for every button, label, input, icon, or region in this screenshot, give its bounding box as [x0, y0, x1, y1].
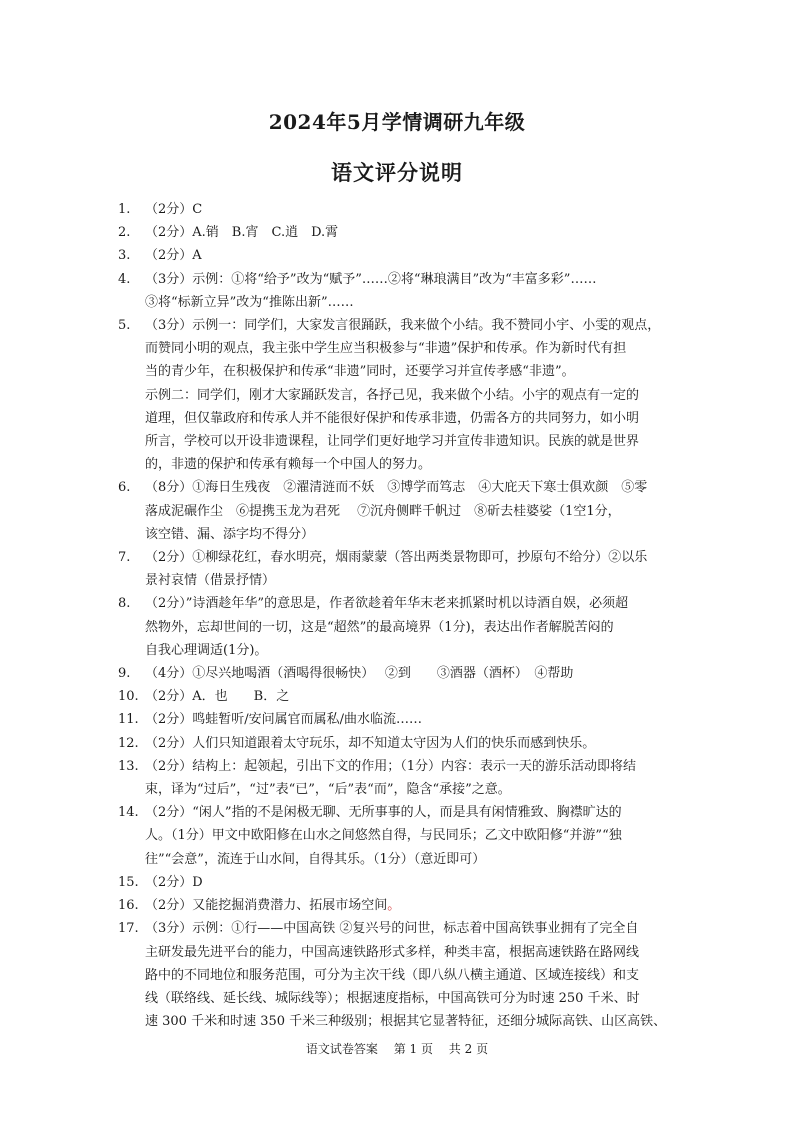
answer-line	[145, 314, 678, 337]
answer-text: （2分）人们只知道跟着太守玩乐，却不知道太守因为人们的快乐而感到快乐。	[145, 735, 596, 751]
answer-text: 景衬哀情（借景抒情）	[145, 573, 276, 589]
answer-text: 自我心理调适(1分)。	[145, 642, 268, 658]
answer-line	[145, 268, 678, 291]
answer-line	[145, 639, 678, 662]
answer-line	[145, 778, 678, 801]
answer-item	[118, 476, 678, 546]
answer-line	[145, 616, 678, 639]
answer-item	[118, 732, 678, 755]
answer-item	[118, 546, 678, 592]
answer-text: 束，译为“过后”，“过”表“已”，“后”表“而”，隐含“承接”之意。	[145, 782, 511, 798]
answer-line	[145, 500, 678, 523]
answer-number: 13.	[118, 758, 139, 774]
answer-line	[145, 941, 678, 964]
answer-line	[145, 453, 678, 476]
answer-item	[118, 662, 678, 685]
answer-text: （3分）示例一：同学们，大家发言很踊跃，我来做个小结。我不赞同小宇、小雯的观点，	[145, 318, 661, 334]
answer-text: （3分）示例：①行——中国高铁 ②复兴号的问世，标志着中国高铁事业拥有了完全自	[145, 921, 639, 937]
answer-line	[145, 291, 678, 314]
answer-text: （4分）①尽兴地喝酒（酒喝得很畅快） ②到 ③酒器（酒杯） ④帮助	[145, 666, 574, 682]
answer-item	[118, 314, 678, 476]
answer-text: 落成泥碾作尘 ⑥提携玉龙为君死 ⑦沉舟侧畔千帆过 ⑧斫去桂婆娑（1空1分，	[145, 503, 621, 519]
answer-number: 11.	[118, 712, 139, 728]
answer-text: （3分）示例：①将“给予”改为“赋予”……②将“琳琅满目”改为“丰富多彩”……	[145, 271, 597, 287]
answer-item	[118, 268, 678, 314]
answer-text: ③将“标新立异”改为“推陈出新”……	[145, 294, 354, 310]
answer-item	[118, 894, 678, 917]
answer-line	[145, 198, 678, 221]
page-footer: 语文试卷答案 第 1 页 共 2 页	[305, 1042, 489, 1056]
answer-number: 3.	[118, 248, 131, 264]
document-subtitle: 语文评分说明	[331, 160, 463, 185]
answer-item	[118, 198, 678, 221]
answer-text: （2分）A．也 B．之	[145, 689, 290, 705]
answer-line	[145, 476, 678, 499]
answer-number: 12.	[118, 735, 139, 751]
answer-text: （2分）结构上：起领起，引出下文的作用；（1分）内容：表示一天的游乐活动即将结	[145, 758, 637, 774]
answer-line	[145, 244, 678, 267]
answer-line	[145, 824, 678, 847]
answer-line	[145, 546, 678, 569]
answer-text: 道理，但仅靠政府和传承人并不能很好保护和传承非遗，仍需各方的共同努力，如小明	[145, 410, 640, 426]
answer-text: （2分）鸣蛙暂听/安问属官而属私/曲水临流……	[145, 712, 423, 728]
answer-line	[145, 337, 678, 360]
document-title: 2024年5月学情调研九年级	[268, 110, 526, 134]
answer-line	[145, 569, 678, 592]
answer-text: 路中的不同地位和服务范围，可分为主次干线（即八纵八横主通道、区域连接线）和支	[145, 967, 640, 983]
answer-number: 4.	[118, 271, 131, 287]
answer-item	[118, 801, 678, 871]
answer-text: （2分）A.销 B.宵 C.逍 D.霄	[145, 225, 339, 241]
answer-number: 9.	[118, 666, 131, 682]
answer-line	[145, 221, 678, 244]
answer-text: 人。（1分）甲文中欧阳修在山水之间悠然自得，与民同乐；乙文中欧阳修“并游”“独	[145, 828, 622, 844]
answer-line	[145, 755, 678, 778]
answer-text: （2分）“闲人”指的不是闲极无聊、无所事事的人，而是具有闲情雅致、胸襟旷达的	[145, 805, 622, 821]
answer-line	[145, 964, 678, 987]
answer-line	[145, 384, 678, 407]
answer-line	[145, 871, 678, 894]
answer-text: 当的青少年，在积极保护和传承“非遗”同时，还要学习并宣传孝感“非遗”。	[145, 364, 575, 380]
answer-number: 16.	[118, 898, 139, 914]
answer-text: 该空错、漏、添字均不得分）	[145, 526, 315, 542]
answer-line	[145, 662, 678, 685]
answer-line	[145, 987, 678, 1010]
answer-line	[145, 848, 678, 871]
answer-text: 的，非遗的保护和传承有赖每一个中国人的努力。	[145, 457, 432, 473]
answer-line	[145, 1010, 678, 1033]
answer-item	[118, 871, 678, 894]
answer-number: 7.	[118, 550, 131, 566]
answer-number: 15.	[118, 874, 139, 890]
answer-text: 示例二：同学们，刚才大家踊跃发言，各抒己见，我来做个小结。小宇的观点有一定的	[145, 387, 640, 403]
answer-number: 17.	[118, 921, 139, 937]
answer-line	[145, 360, 678, 383]
answer-line	[145, 592, 678, 615]
answer-number: 14.	[118, 805, 139, 821]
answer-line	[145, 894, 678, 917]
answer-text: （8分）①海日生残夜 ②濯清涟而不妖 ③博学而笃志 ④大庇天下寒士俱欢颜 ⑤零	[145, 480, 648, 496]
answer-line	[145, 685, 678, 708]
answer-text: （2分）①柳绿花红，春水明亮，烟雨蒙蒙（答出两类景物即可，抄原句不给分）②以乐	[145, 550, 648, 566]
answer-item	[118, 917, 678, 1033]
answer-number: 8.	[118, 596, 131, 612]
answer-line	[145, 732, 678, 755]
answer-text: （2分）又能挖掘消费潜力、拓展市场空间	[145, 898, 388, 914]
answer-item	[118, 221, 678, 244]
answer-item	[118, 685, 678, 708]
answer-text: 主研发最先进平台的能力，中国高速铁路形式多样，种类丰富，根据高速铁路在路网线	[145, 944, 640, 960]
answer-item	[118, 755, 678, 801]
answer-text: （2分）C	[145, 202, 203, 217]
answer-line	[145, 917, 678, 940]
answer-line	[145, 708, 678, 731]
answer-number: 6.	[118, 480, 131, 496]
answer-number: 5.	[118, 318, 131, 334]
answer-text: （2分）D	[145, 874, 203, 890]
answer-text: 往”“会意”，流连于山水间，自得其乐。（1分）（意近即可）	[145, 851, 486, 867]
answer-text: 速 300 千米和时速 350 千米三种级别；根据其它显著特征，还细分城际高铁、山区高铁、	[145, 1014, 667, 1030]
answer-number: 1.	[118, 202, 131, 217]
answer-text: 所言，学校可以开设非遗课程，让同学们更好地学习并宣传非遗知识。民族的就是世界	[145, 434, 640, 450]
answer-text: （2分）”诗酒趁年华”的意思是，作者欲趁着年华末老来抓紧时机以诗酒自娱，必须超	[145, 596, 629, 612]
answer-line	[145, 407, 678, 430]
answer-text: 线（联络线、延长线、城际线等）；根据速度指标，中国高铁可分为时速 250 千米、时	[145, 990, 640, 1006]
answer-line	[145, 801, 678, 824]
answer-number: 10.	[118, 689, 139, 705]
answer-number: 2.	[118, 225, 131, 241]
answer-list	[118, 198, 678, 1033]
answer-item	[118, 708, 678, 731]
answer-item	[118, 244, 678, 267]
answer-text: 而赞同小明的观点，我主张中学生应当积极参与“非遗”保护和传承。作为新时代有担	[145, 341, 627, 357]
answer-text: 然物外，忘却世间的一切，这是“超然”的最高境界（1分)，表达出作者解脱苦闷的	[145, 619, 614, 635]
answer-item	[118, 592, 678, 662]
answer-line	[145, 430, 678, 453]
answer-tail-mark: 。	[387, 898, 401, 914]
answer-line	[145, 523, 678, 546]
answer-text: （2分）A	[145, 248, 202, 264]
